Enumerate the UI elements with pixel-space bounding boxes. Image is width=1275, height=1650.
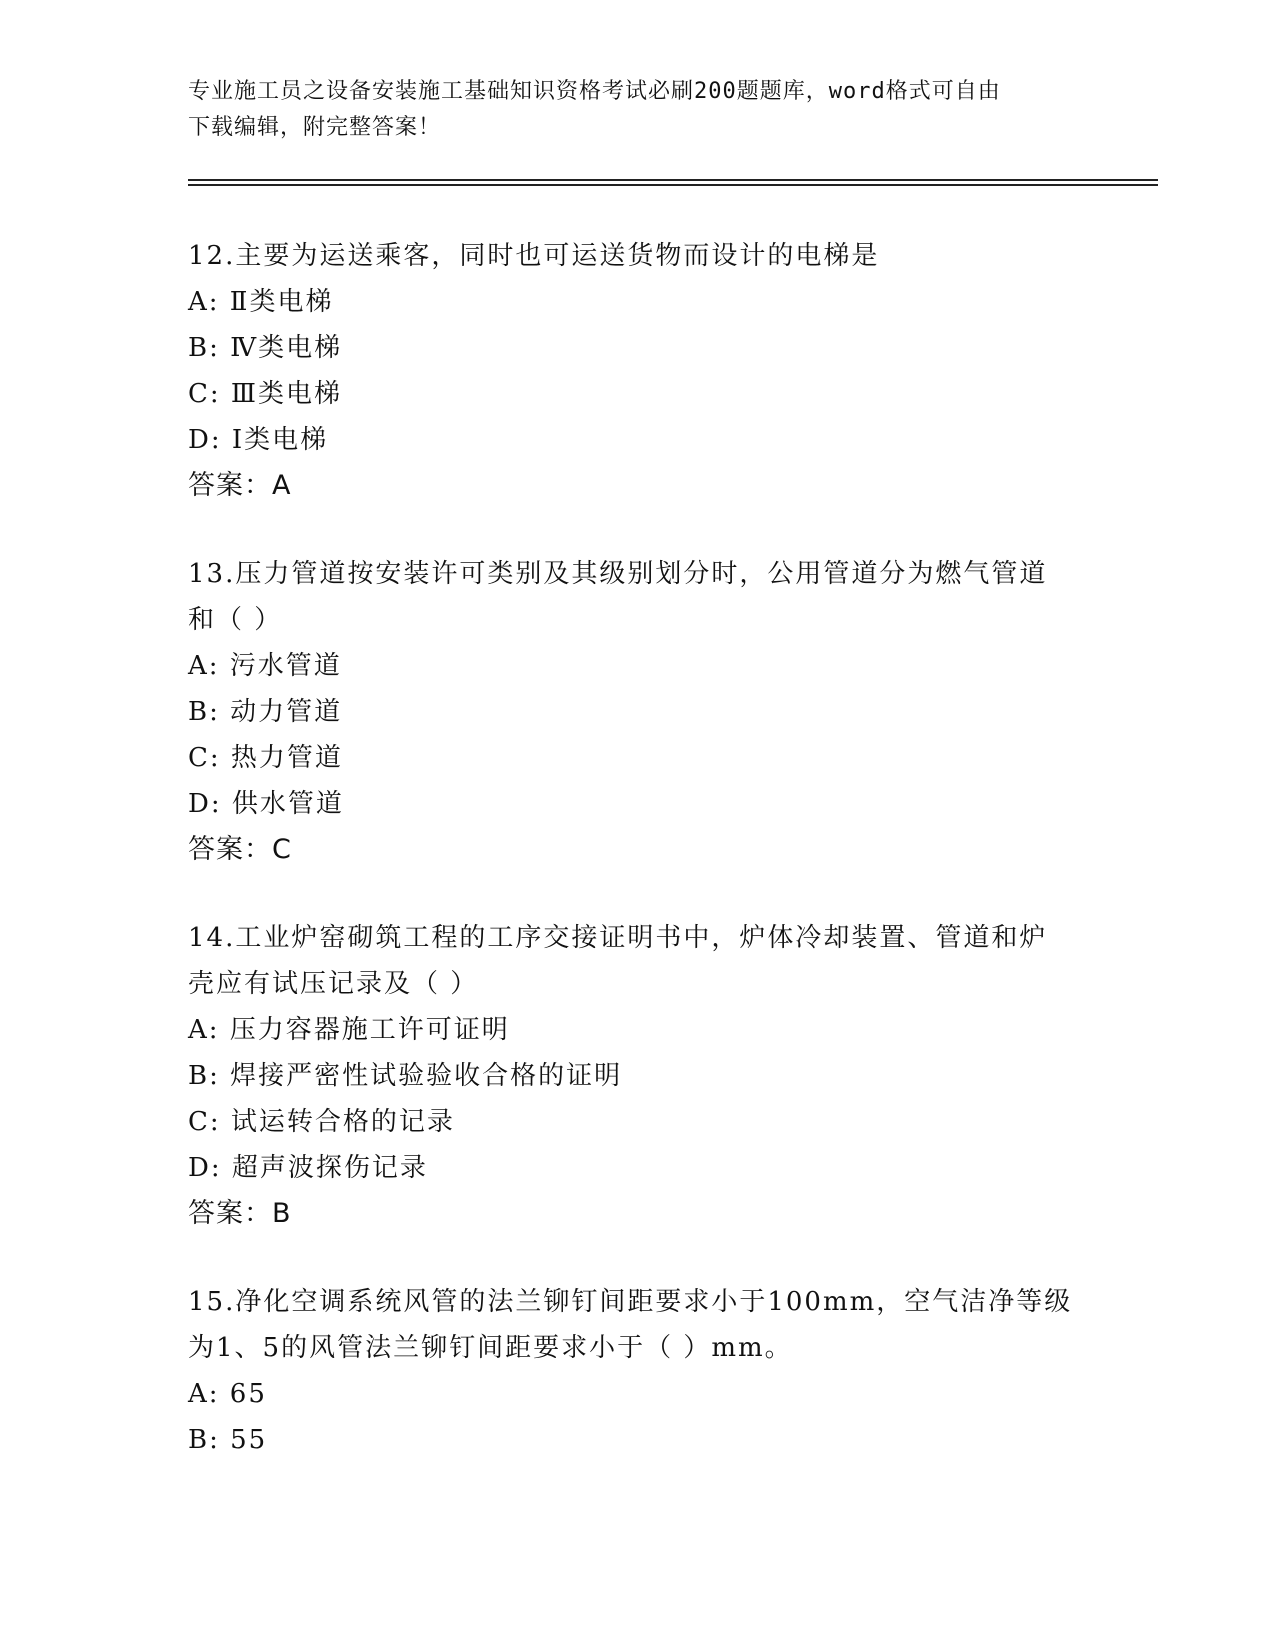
question-text: 15.净化空调系统风管的法兰铆钉间距要求小于100mm，空气洁净等级: [188, 1287, 1073, 1317]
question-text: 12.主要为运送乘客，同时也可运送货物而设计的电梯是: [188, 241, 880, 271]
option-d: D: 供水管道: [188, 789, 344, 819]
option-b: B: 动力管道: [188, 697, 343, 727]
option-c: C: Ⅲ类电梯: [188, 379, 342, 409]
option-d: D: Ⅰ类电梯: [188, 425, 329, 455]
option-c: C: 试运转合格的记录: [188, 1107, 455, 1137]
question-text: 13.压力管道按安装许可类别及其级别划分时，公用管道分为燃气管道: [188, 559, 1048, 589]
header-divider-top: [188, 179, 1158, 181]
question-13: [188, 551, 1088, 873]
option-a: A: Ⅱ类电梯: [188, 287, 334, 317]
question-text-continued: 为1、5的风管法兰铆钉间距要求小于（ ）mm。: [188, 1333, 793, 1363]
header-line-1: 专业施工员之设备安装施工基础知识资格考试必刷200题题库，word格式可自由: [188, 79, 1001, 104]
option-b: B: 55: [188, 1425, 268, 1455]
option-a: A: 65: [188, 1379, 267, 1409]
question-14: [188, 915, 1088, 1237]
question-text: 14.工业炉窑砌筑工程的工序交接证明书中，炉体冷却装置、管道和炉: [188, 923, 1048, 953]
question-text-continued: 壳应有试压记录及（ ）: [188, 969, 479, 999]
answer-line: 答案：A: [188, 470, 292, 501]
question-15: [188, 1279, 1088, 1463]
option-a: A: 污水管道: [188, 651, 342, 681]
question-text-continued: 和（ ）: [188, 605, 283, 635]
header-line-2: 下载编辑，附完整答案！: [188, 115, 442, 140]
header-divider-bottom: [188, 184, 1158, 186]
option-b: B: Ⅳ类电梯: [188, 333, 343, 363]
option-b: B: 焊接严密性试验验收合格的证明: [188, 1061, 623, 1091]
document-header: [188, 74, 1088, 146]
option-c: C: 热力管道: [188, 743, 343, 773]
option-a: A: 压力容器施工许可证明: [188, 1015, 510, 1045]
question-12: [188, 233, 1088, 509]
answer-line: 答案：B: [188, 1198, 292, 1229]
answer-line: 答案：C: [188, 834, 292, 865]
option-d: D: 超声波探伤记录: [188, 1153, 428, 1183]
question-list: [188, 233, 1088, 1505]
